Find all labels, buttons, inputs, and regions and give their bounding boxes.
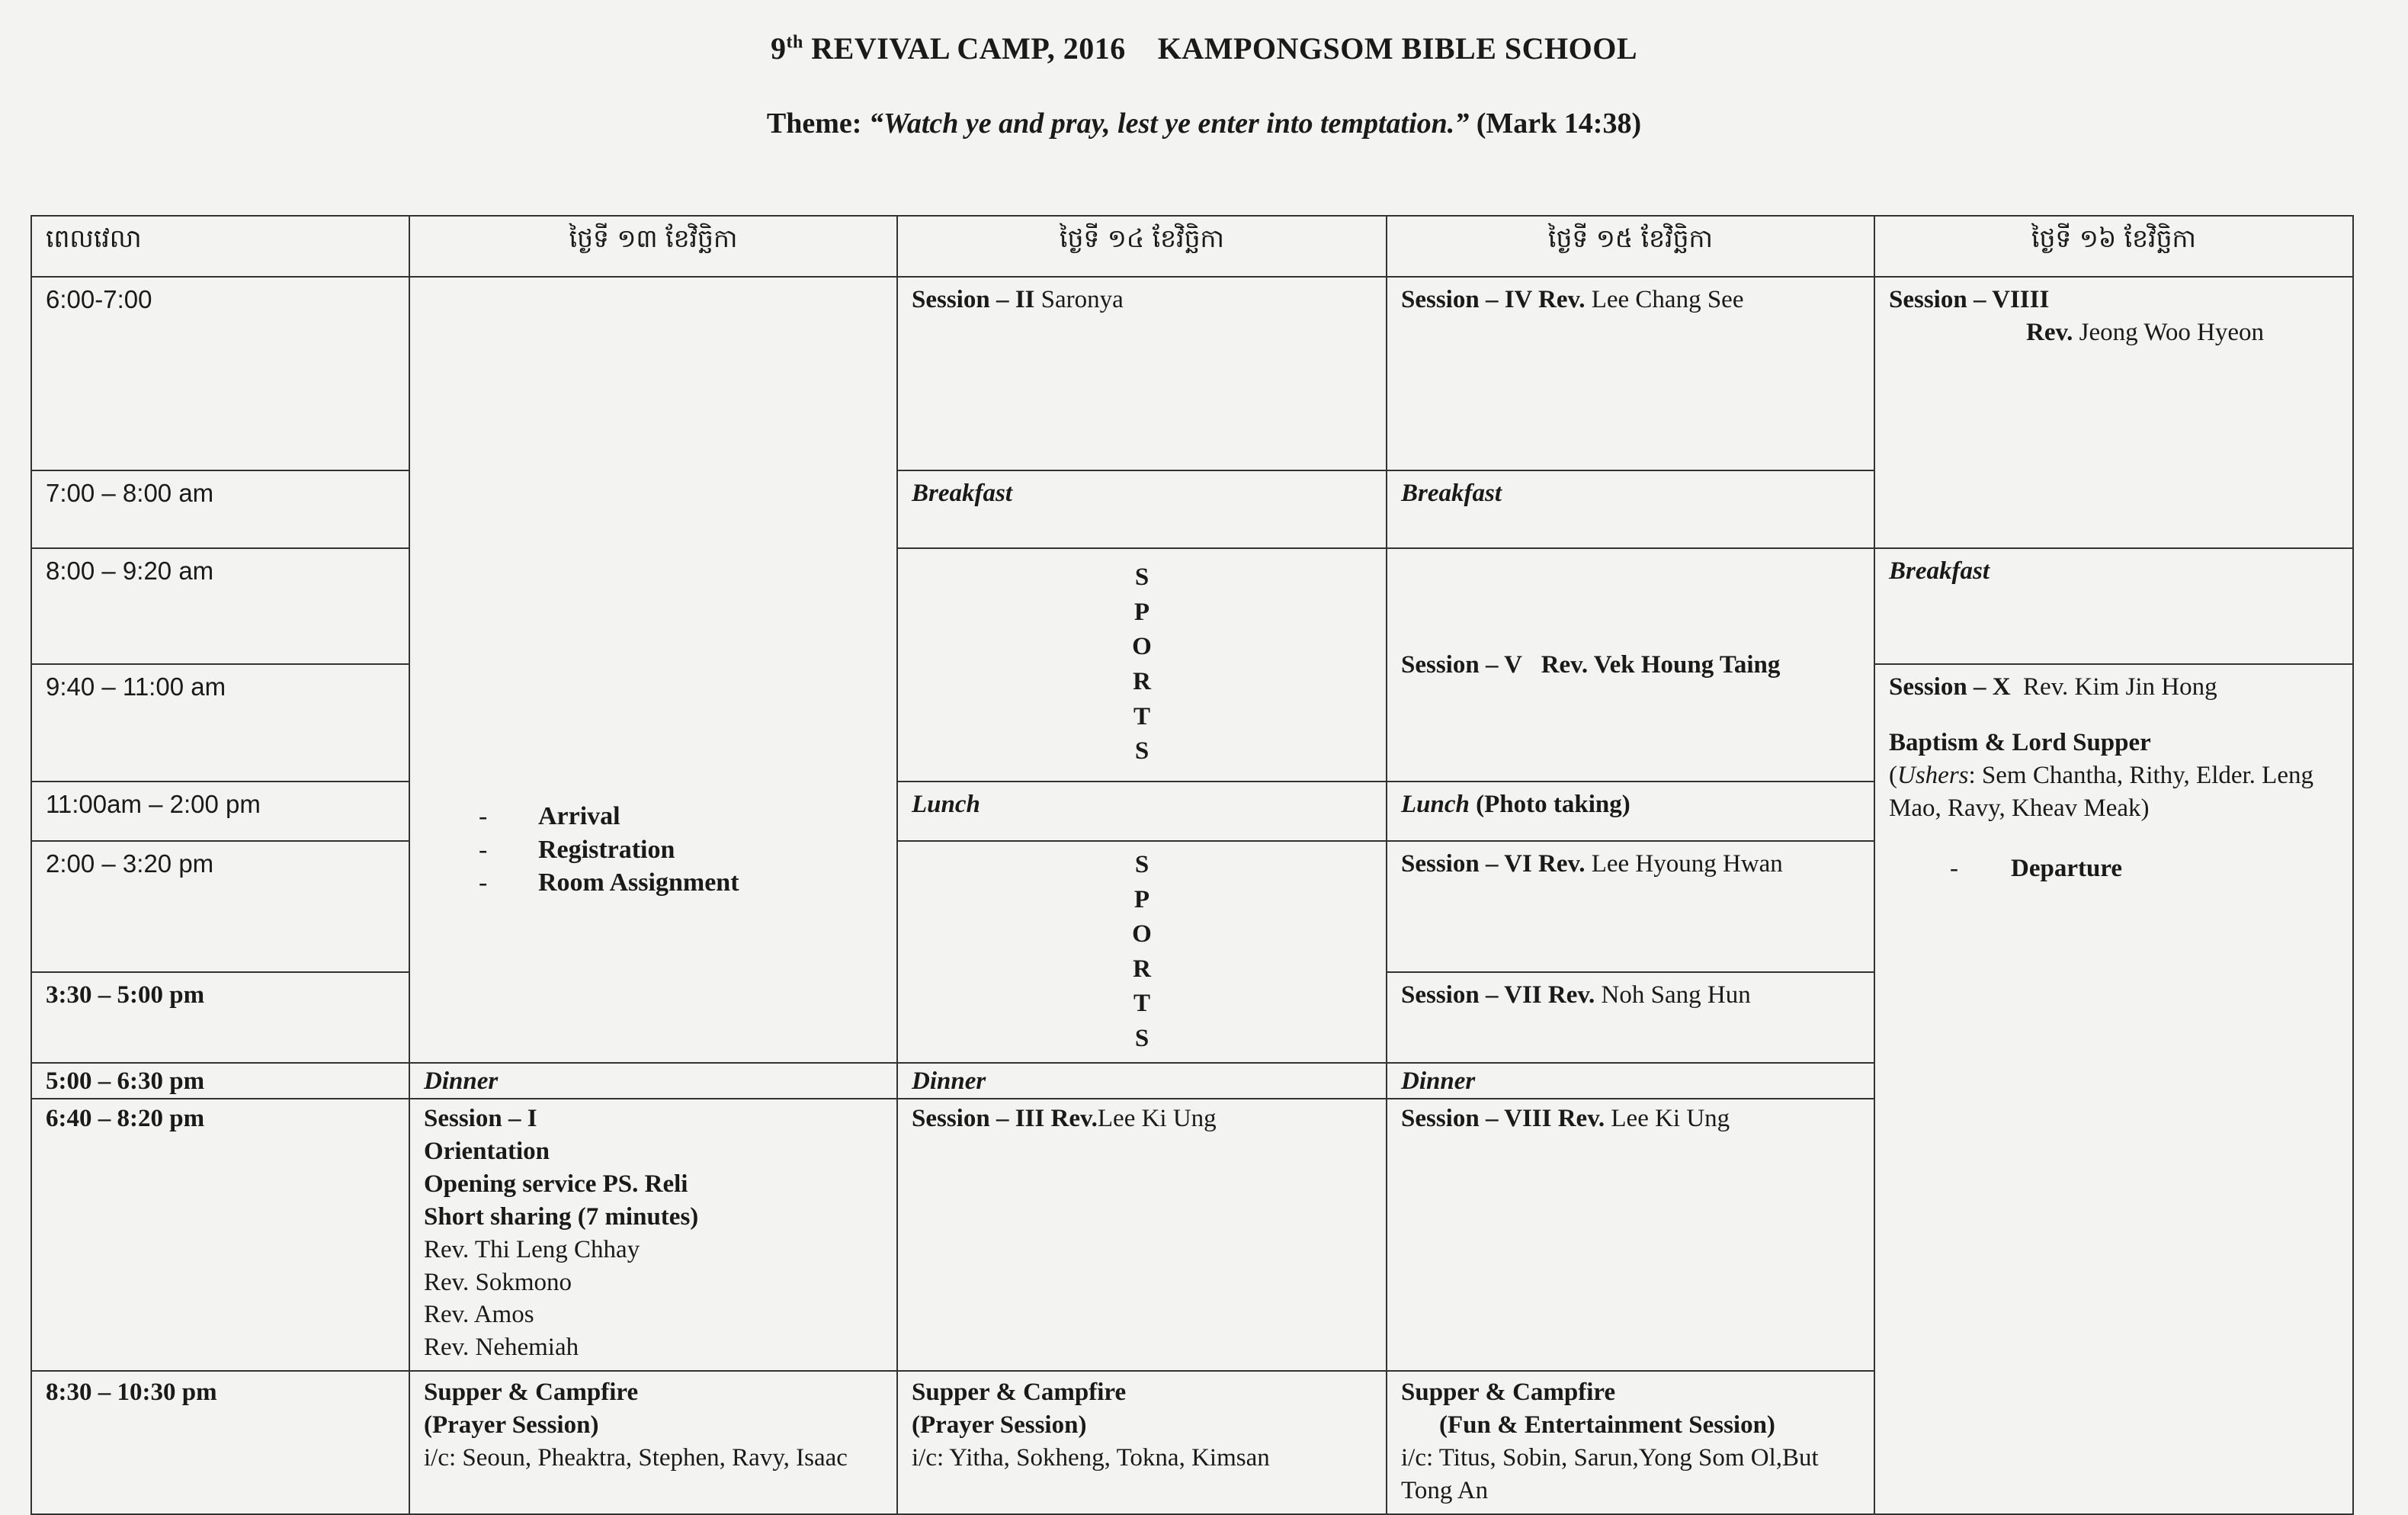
schedule-table <box>30 215 2354 1515</box>
campfire-title: Supper & Campfire <box>912 1379 1127 1407</box>
header-row <box>31 216 2353 277</box>
time-cell: 6:40 – 8:20 pm <box>31 1099 409 1371</box>
lunch-cell: Lunch <box>897 782 1387 841</box>
dinner-cell: Dinner <box>409 1063 897 1099</box>
time-cell: 9:40 – 11:00 am <box>31 664 409 782</box>
session-label: Session – II <box>912 286 1035 313</box>
breakfast-cell: Breakfast <box>897 470 1387 548</box>
sports-cell <box>897 548 1387 782</box>
session-8-cell <box>1387 1099 1874 1371</box>
session-label: Session – III Rev. <box>912 1105 1098 1133</box>
list-item: - Registration <box>479 833 883 867</box>
speaker-name: Noh Sang Hun <box>1595 981 1751 1009</box>
theme-reference: (Mark 14:38) <box>1469 108 1642 140</box>
campfire-title: Supper & Campfire <box>424 1379 639 1407</box>
session-label: Session – V <box>1401 650 1522 679</box>
title-superscript: th <box>786 32 803 53</box>
sports-letter: S <box>1134 851 1149 878</box>
departure-item: - Departure <box>1889 852 2339 885</box>
sports-letter: S <box>1134 1024 1149 1052</box>
time-cell: 7:00 – 8:00 am <box>31 470 409 548</box>
lunch-note: (Photo taking) <box>1469 791 1630 818</box>
sports-letter: T <box>1133 702 1150 730</box>
session-2-cell <box>897 277 1387 470</box>
document-header <box>0 0 2408 206</box>
title-text: REVIVAL CAMP, 2016 KAMPONGSOM BIBLE SCHOOL <box>803 31 1638 66</box>
column-header-day15: ថ្ងៃទី ១៥ ខែវិច្ឆិកា <box>1387 216 1874 277</box>
speaker-name: Rev. Nehemiah <box>424 1334 579 1362</box>
sports-cell <box>897 841 1387 1063</box>
session-line: Short sharing (7 minutes) <box>424 1202 699 1231</box>
speaker-name: Jeong Woo Hyeon <box>2073 318 2265 346</box>
time-cell: 8:00 – 9:20 am <box>31 548 409 664</box>
session-label: Session – VII Rev. <box>1401 981 1595 1009</box>
breakfast-cell: Breakfast <box>1387 470 1874 548</box>
list-item: - Arrival <box>479 800 883 833</box>
session-7-cell <box>1387 972 1874 1064</box>
theme-quote: “Watch ye and pray, lest ye enter into temptation.” <box>868 108 1470 140</box>
session-9-cell <box>1874 277 2353 548</box>
session-label: Session – VIII Rev. <box>1401 1105 1605 1133</box>
session-line: Session – I <box>424 1105 537 1133</box>
session-5-cell <box>1387 548 1874 782</box>
campfire-subtitle: (Prayer Session) <box>912 1411 1087 1440</box>
title-number: 9 <box>770 31 787 66</box>
table-row <box>31 548 2353 664</box>
time-cell: 8:30 – 10:30 pm <box>31 1371 409 1514</box>
sports-letter: S <box>1134 563 1149 592</box>
speaker-name: Lee Ki Ung <box>1605 1105 1730 1133</box>
sports-letter: P <box>1133 885 1150 913</box>
sports-letter: R <box>1133 955 1151 983</box>
in-charge-names: i/c: Seoun, Pheaktra, Stephen, Ravy, Isaac <box>424 1443 848 1472</box>
sports-letter: T <box>1133 990 1150 1018</box>
arrival-cell <box>409 277 897 1063</box>
sports-letter: P <box>1133 598 1150 626</box>
table-row <box>31 277 2353 470</box>
sports-letter: R <box>1133 668 1151 695</box>
session-label: Session – IV Rev. <box>1401 286 1586 313</box>
session-label: Session – VI Rev. <box>1401 850 1586 878</box>
speaker-name: Lee Ki Ung <box>1097 1105 1217 1133</box>
session-10-cell <box>1874 664 2353 1514</box>
sports-letter: O <box>1132 633 1152 661</box>
dinner-cell: Dinner <box>1387 1063 1874 1099</box>
campfire-subtitle: (Prayer Session) <box>424 1411 599 1440</box>
rev-title: Rev. <box>2026 318 2073 346</box>
sports-letter: O <box>1132 920 1152 948</box>
campfire-subtitle: (Fun & Entertainment Session) <box>1439 1411 1775 1440</box>
speaker-name: Rev. Kim Jin Hong <box>2010 673 2217 701</box>
in-charge-names: i/c: Yitha, Sokheng, Tokna, Kimsan <box>912 1443 1270 1472</box>
column-header-day14: ថ្ងៃទី ១៤ ខែវិច្ឆិកា <box>897 216 1387 277</box>
session-3-cell <box>897 1099 1387 1371</box>
column-header-day16: ថ្ងៃទី ១៦ ខែវិច្ឆិកា <box>1874 216 2353 277</box>
column-header-day13: ថ្ងៃទី ១៣ ខែវិច្ឆិកា <box>409 216 897 277</box>
column-header-time: ពេលវេលា <box>31 216 409 277</box>
speaker-name: Rev. Thi Leng Chhay <box>424 1235 640 1263</box>
time-cell: 11:00am – 2:00 pm <box>31 782 409 841</box>
speaker-name: Rev. Vek Houng Taing <box>1541 650 1781 679</box>
session-line: Orientation <box>424 1137 550 1165</box>
list-item: - Room Assignment <box>479 866 883 900</box>
sports-letter: S <box>1134 737 1149 766</box>
campfire-cell <box>897 1371 1387 1514</box>
document-title <box>0 30 2408 66</box>
dinner-cell: Dinner <box>897 1063 1387 1099</box>
ushers-line: (Ushers: Sem Chantha, Rithy, Elder. Leng Mao, Ravy, Kheav Meak) <box>1889 761 2313 822</box>
campfire-cell <box>1387 1371 1874 1514</box>
lunch-cell <box>1387 782 1874 841</box>
campfire-cell <box>409 1371 897 1514</box>
session-label: Session – VIIII <box>1889 286 2050 313</box>
session-6-cell <box>1387 841 1874 972</box>
session-label: Session – X <box>1889 673 2011 701</box>
session-4-cell <box>1387 277 1874 470</box>
time-cell: 5:00 – 6:30 pm <box>31 1063 409 1099</box>
speaker-name: Rev. Amos <box>424 1301 534 1329</box>
lunch-label: Lunch <box>1401 791 1470 818</box>
baptism-title: Baptism & Lord Supper <box>1889 728 2151 756</box>
arrival-list <box>479 800 883 900</box>
speaker-name: Lee Hyoung Hwan <box>1585 850 1783 878</box>
theme-line <box>0 107 2408 140</box>
speaker-name: Lee Chang See <box>1585 286 1744 313</box>
time-cell: 2:00 – 3:20 pm <box>31 841 409 972</box>
session-1-cell <box>409 1099 897 1371</box>
speaker-name: Rev. Sokmono <box>424 1268 572 1296</box>
breakfast-cell: Breakfast <box>1874 548 2353 664</box>
ushers-label: Ushers <box>1897 761 1969 789</box>
time-cell: 3:30 – 5:00 pm <box>31 972 409 1064</box>
campfire-title: Supper & Campfire <box>1401 1379 1616 1407</box>
theme-label: Theme: <box>766 108 869 140</box>
in-charge-names: i/c: Titus, Sobin, Sarun,Yong Som Ol,But Tong An <box>1401 1443 1819 1504</box>
speaker-name: Saronya <box>1034 286 1124 313</box>
ushers-names: : Sem Chantha, Rithy, Elder. Leng Mao, Ravy, Kheav Meak) <box>1889 761 2313 822</box>
session-line: Opening service PS. Reli <box>424 1170 688 1198</box>
time-cell: 6:00-7:00 <box>31 277 409 470</box>
